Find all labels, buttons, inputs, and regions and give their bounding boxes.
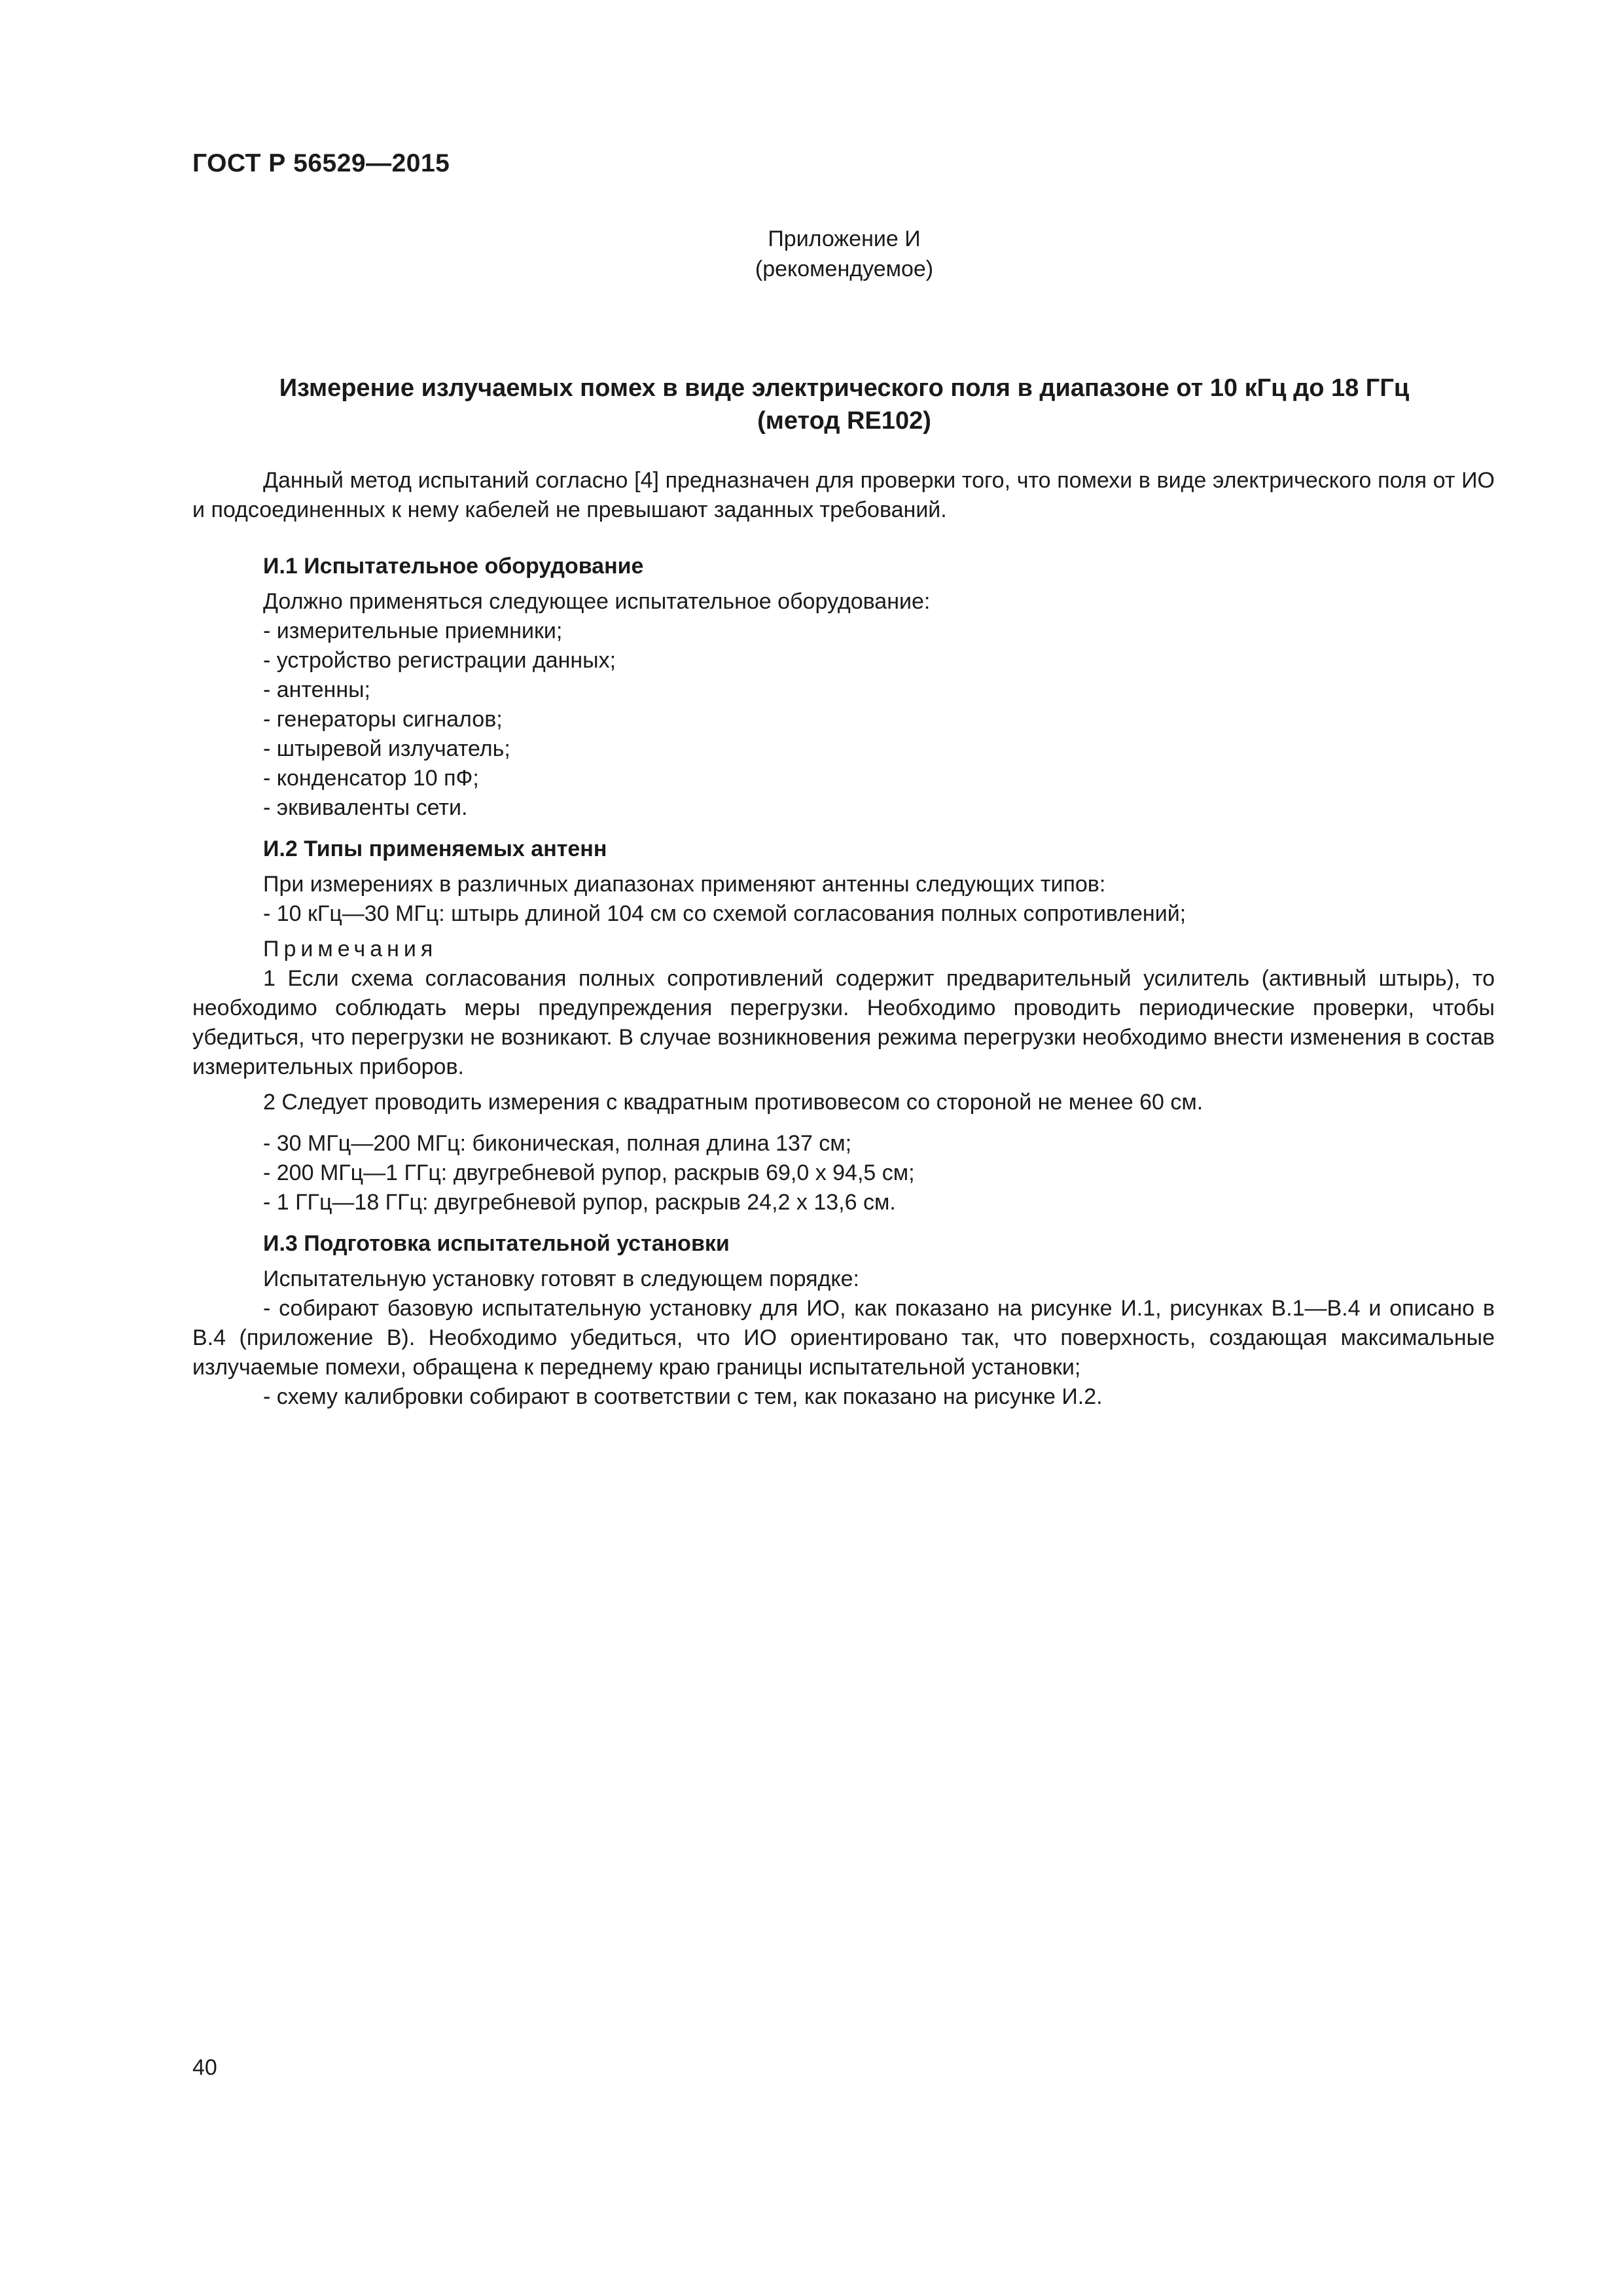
notes-heading: Примечания bbox=[263, 937, 438, 961]
note-2: 2 Следует проводить измерения с квадратным противовесом со стороной не менее 60 см. bbox=[263, 1090, 1204, 1115]
list-item: - 10 кГц—30 МГц: штырь длиной 104 см со схемой согласования полных сопротивлений; bbox=[263, 901, 1186, 926]
list-item: - устройство регистрации данных; bbox=[263, 648, 616, 673]
setup-lead: Испытательную установку готовят в следующем порядке: bbox=[263, 1266, 859, 1291]
section-heading-setup: И.3 Подготовка испытательной установки bbox=[263, 1231, 730, 1256]
setup-step-1: - собирают базовую испытательную установку для ИО, как показано на рисунке И.1, рисунках В.1—В.4 и описано в В.4 (приложение В). Необходимо убедиться, что ИО ориентировано так, что поверхность, создающая максимальные излучаемые помехи, обращена к переднему краю границы испытательной установки; bbox=[192, 1296, 1495, 1380]
antennas-list bbox=[192, 1129, 1495, 1217]
antennas-lead: При измерениях в различных диапазонах применяют антенны следующих типов: bbox=[263, 872, 1106, 897]
section-heading-antennas: И.2 Типы применяемых антенн bbox=[263, 836, 607, 861]
appendix-title-line1: Измерение излучаемых помех в виде электрического поля в диапазоне от 10 кГц до 18 ГГц bbox=[279, 374, 1410, 402]
intro-paragraph: Данный метод испытаний согласно [4] предназначен для проверки того, что помехи в виде электрического поля от ИО и подсоединенных к нему кабелей не превышают заданных требований. bbox=[192, 468, 1495, 522]
document-code: ГОСТ Р 56529—2015 bbox=[192, 149, 450, 177]
list-item: - генераторы сигналов; bbox=[263, 707, 503, 732]
page-number: 40 bbox=[192, 2055, 217, 2080]
list-item: - эквиваленты сети. bbox=[263, 795, 468, 820]
appendix-name: Приложение И bbox=[768, 226, 921, 251]
list-item: - конденсатор 10 пФ; bbox=[263, 766, 479, 791]
document-body bbox=[192, 466, 1495, 1412]
appendix-status: (рекомендуемое) bbox=[755, 257, 934, 281]
setup-step-2: - схему калибровки собирают в соответствии с тем, как показано на рисунке И.2. bbox=[263, 1384, 1103, 1409]
list-item: - 200 МГц—1 ГГц: двугребневой рупор, раскрыв 69,0 х 94,5 см; bbox=[263, 1160, 915, 1185]
list-item: - 30 МГц—200 МГц: биконическая, полная длина 137 см; bbox=[263, 1131, 852, 1156]
note-1: 1 Если схема согласования полных сопротивлений содержит предварительный усилитель (активный штырь), то необходимо соблюдать меры предупреждения перегрузки. Необходимо проводить периодические проверки, чтобы убедиться, что перегрузки не возникают. В случае возникновения режима перегрузки необходимо внести изменения в состав измерительных приборов. bbox=[192, 966, 1495, 1079]
equipment-lead: Должно применяться следующее испытательное оборудование: bbox=[263, 589, 931, 614]
equipment-list bbox=[192, 617, 1495, 823]
section-heading-equipment: И.1 Испытательное оборудование bbox=[263, 554, 644, 579]
appendix-title-line2: (метод RE102) bbox=[757, 407, 931, 435]
list-item: - штыревой излучатель; bbox=[263, 736, 510, 761]
list-item: - антенны; bbox=[263, 677, 370, 702]
list-item: - измерительные приемники; bbox=[263, 619, 563, 643]
list-item: - 1 ГГц—18 ГГц: двугребневой рупор, раскрыв 24,2 х 13,6 см. bbox=[263, 1190, 896, 1215]
